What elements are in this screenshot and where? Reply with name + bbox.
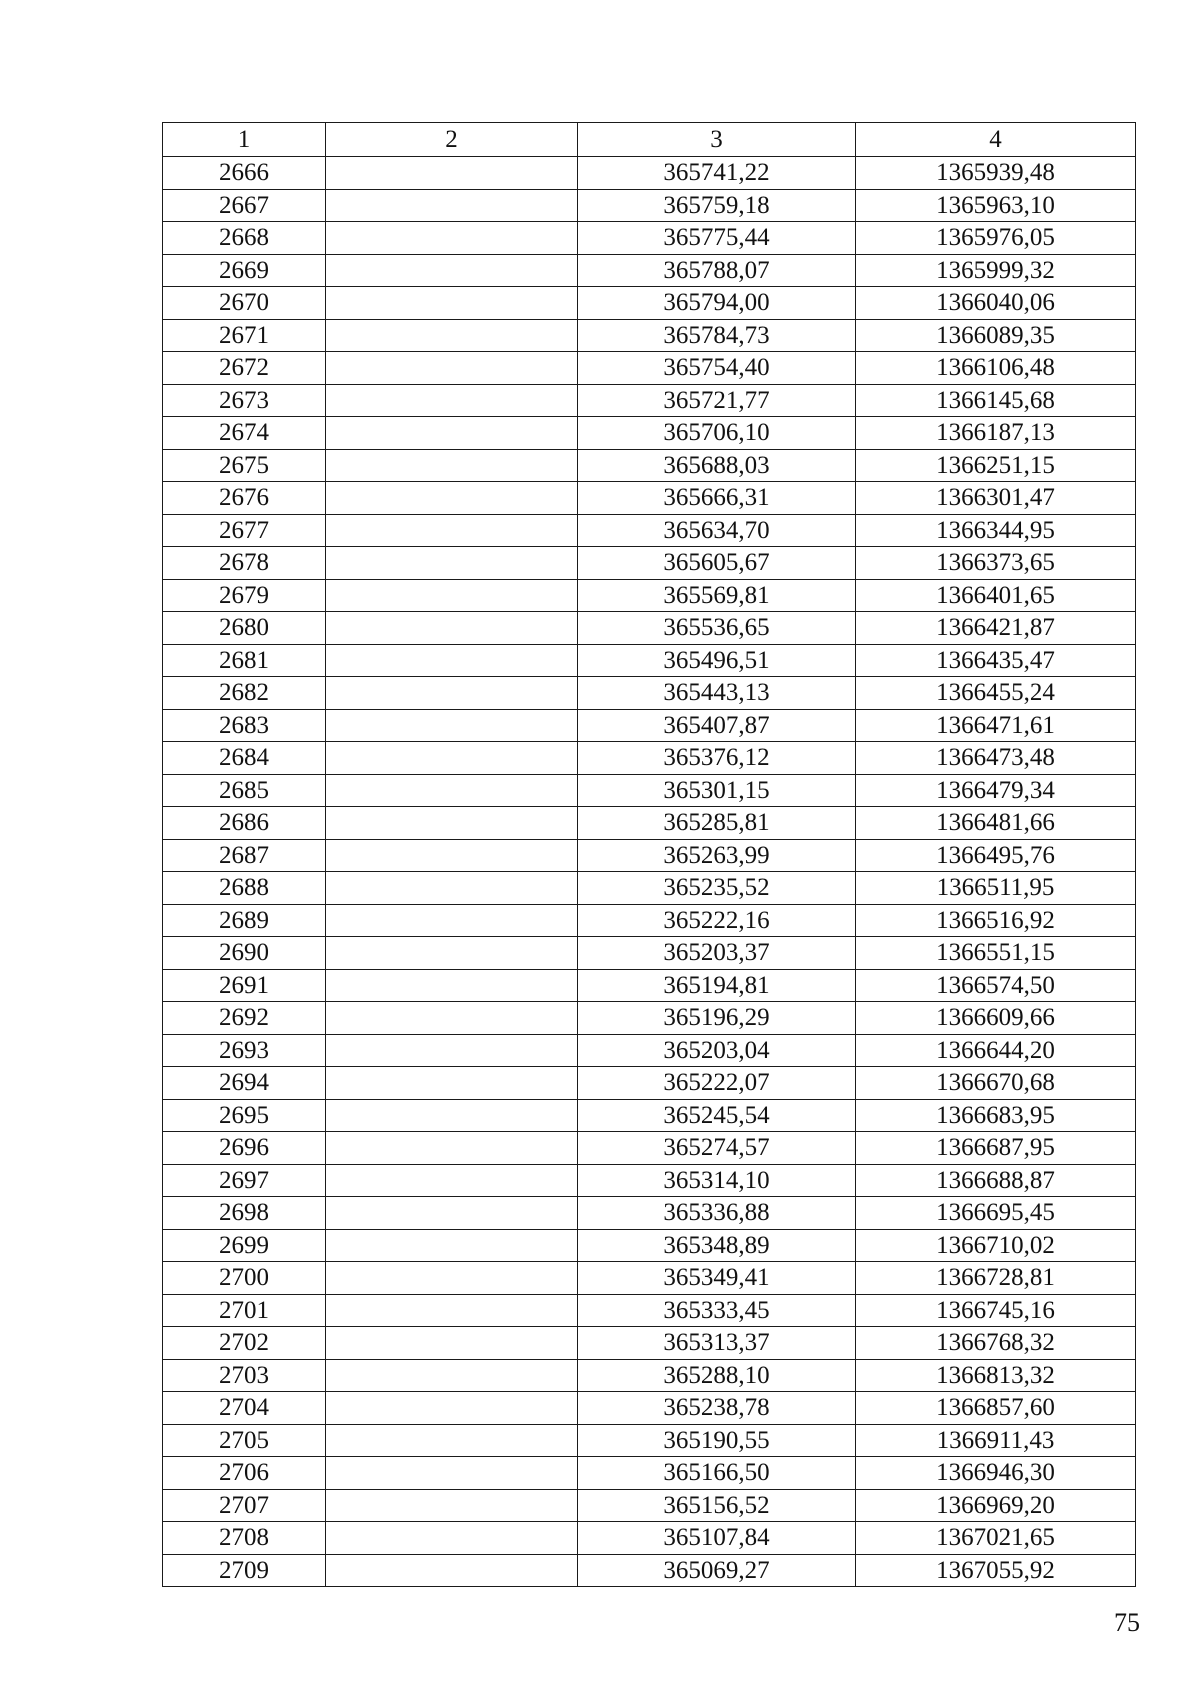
table-row	[163, 1554, 1136, 1587]
table-row	[163, 612, 1136, 645]
description-cell	[326, 1229, 578, 1262]
point-number-cell: 2676	[163, 482, 326, 515]
description-cell	[326, 319, 578, 352]
description-cell	[326, 1554, 578, 1587]
point-number-cell: 2675	[163, 449, 326, 482]
table-row	[163, 514, 1136, 547]
point-number-cell: 2685	[163, 774, 326, 807]
y-coordinate-cell: 1366301,47	[856, 482, 1136, 515]
y-coordinate-cell: 1366516,92	[856, 904, 1136, 937]
table-row	[163, 969, 1136, 1002]
description-cell	[326, 644, 578, 677]
table-row	[163, 1067, 1136, 1100]
description-cell	[326, 1522, 578, 1555]
x-coordinate-cell: 365666,31	[578, 482, 856, 515]
y-coordinate-cell: 1366401,65	[856, 579, 1136, 612]
table-row	[163, 807, 1136, 840]
table-row	[163, 384, 1136, 417]
y-coordinate-cell: 1366710,02	[856, 1229, 1136, 1262]
point-number-cell: 2682	[163, 677, 326, 710]
x-coordinate-cell: 365407,87	[578, 709, 856, 742]
description-cell	[326, 189, 578, 222]
point-number-cell: 2679	[163, 579, 326, 612]
y-coordinate-cell: 1366644,20	[856, 1034, 1136, 1067]
y-coordinate-cell: 1366511,95	[856, 872, 1136, 905]
table-row	[163, 189, 1136, 222]
description-cell	[326, 417, 578, 450]
y-coordinate-cell: 1366455,24	[856, 677, 1136, 710]
x-coordinate-cell: 365333,45	[578, 1294, 856, 1327]
table-header-row	[163, 123, 1136, 157]
table-row	[163, 1099, 1136, 1132]
y-coordinate-cell: 1366969,20	[856, 1489, 1136, 1522]
description-cell	[326, 742, 578, 775]
description-cell	[326, 1489, 578, 1522]
y-coordinate-cell: 1366551,15	[856, 937, 1136, 970]
description-cell	[326, 1099, 578, 1132]
point-number-cell: 2695	[163, 1099, 326, 1132]
description-cell	[326, 872, 578, 905]
x-coordinate-cell: 365336,88	[578, 1197, 856, 1230]
description-cell	[326, 839, 578, 872]
description-cell	[326, 904, 578, 937]
point-number-cell: 2670	[163, 287, 326, 320]
table-body	[163, 157, 1136, 1587]
x-coordinate-cell: 365688,03	[578, 449, 856, 482]
point-number-cell: 2683	[163, 709, 326, 742]
x-coordinate-cell: 365348,89	[578, 1229, 856, 1262]
y-coordinate-cell: 1366813,32	[856, 1359, 1136, 1392]
y-coordinate-cell: 1366688,87	[856, 1164, 1136, 1197]
table-row	[163, 1229, 1136, 1262]
x-coordinate-cell: 365706,10	[578, 417, 856, 450]
table-row	[163, 1359, 1136, 1392]
table-row	[163, 872, 1136, 905]
description-cell	[326, 969, 578, 1002]
table-row	[163, 644, 1136, 677]
table-row	[163, 352, 1136, 385]
y-coordinate-cell: 1366373,65	[856, 547, 1136, 580]
x-coordinate-cell: 365222,07	[578, 1067, 856, 1100]
x-coordinate-cell: 365203,37	[578, 937, 856, 970]
y-coordinate-cell: 1366471,61	[856, 709, 1136, 742]
y-coordinate-cell: 1366106,48	[856, 352, 1136, 385]
point-number-cell: 2671	[163, 319, 326, 352]
y-coordinate-cell: 1366481,66	[856, 807, 1136, 840]
description-cell	[326, 1132, 578, 1165]
y-coordinate-cell: 1367055,92	[856, 1554, 1136, 1587]
point-number-cell: 2705	[163, 1424, 326, 1457]
table-row	[163, 222, 1136, 255]
table-row	[163, 1262, 1136, 1295]
point-number-cell: 2707	[163, 1489, 326, 1522]
x-coordinate-cell: 365166,50	[578, 1457, 856, 1490]
x-coordinate-cell: 365235,52	[578, 872, 856, 905]
point-number-cell: 2686	[163, 807, 326, 840]
description-cell	[326, 579, 578, 612]
x-coordinate-cell: 365775,44	[578, 222, 856, 255]
description-cell	[326, 709, 578, 742]
table-row	[163, 1489, 1136, 1522]
x-coordinate-cell: 365634,70	[578, 514, 856, 547]
y-coordinate-cell: 1366187,13	[856, 417, 1136, 450]
point-number-cell: 2694	[163, 1067, 326, 1100]
x-coordinate-cell: 365754,40	[578, 352, 856, 385]
description-cell	[326, 1197, 578, 1230]
point-number-cell: 2668	[163, 222, 326, 255]
description-cell	[326, 937, 578, 970]
point-number-cell: 2697	[163, 1164, 326, 1197]
table-row	[163, 319, 1136, 352]
point-number-cell: 2706	[163, 1457, 326, 1490]
table-row	[163, 157, 1136, 190]
description-cell	[326, 1424, 578, 1457]
y-coordinate-cell: 1366670,68	[856, 1067, 1136, 1100]
y-coordinate-cell: 1366479,34	[856, 774, 1136, 807]
y-coordinate-cell: 1366695,45	[856, 1197, 1136, 1230]
table-row	[163, 1522, 1136, 1555]
x-coordinate-cell: 365605,67	[578, 547, 856, 580]
y-coordinate-cell: 1366911,43	[856, 1424, 1136, 1457]
y-coordinate-cell: 1366687,95	[856, 1132, 1136, 1165]
column-header-2: 2	[326, 123, 578, 157]
y-coordinate-cell: 1366089,35	[856, 319, 1136, 352]
x-coordinate-cell: 365190,55	[578, 1424, 856, 1457]
description-cell	[326, 384, 578, 417]
x-coordinate-cell: 365741,22	[578, 157, 856, 190]
x-coordinate-cell: 365288,10	[578, 1359, 856, 1392]
y-coordinate-cell: 1366683,95	[856, 1099, 1136, 1132]
x-coordinate-cell: 365238,78	[578, 1392, 856, 1425]
y-coordinate-cell: 1366946,30	[856, 1457, 1136, 1490]
point-number-cell: 2681	[163, 644, 326, 677]
x-coordinate-cell: 365721,77	[578, 384, 856, 417]
table-row	[163, 579, 1136, 612]
point-number-cell: 2688	[163, 872, 326, 905]
y-coordinate-cell: 1366251,15	[856, 449, 1136, 482]
table-row	[163, 904, 1136, 937]
y-coordinate-cell: 1365939,48	[856, 157, 1136, 190]
x-coordinate-cell: 365569,81	[578, 579, 856, 612]
y-coordinate-cell: 1366421,87	[856, 612, 1136, 645]
x-coordinate-cell: 365496,51	[578, 644, 856, 677]
column-header-4: 4	[856, 123, 1136, 157]
point-number-cell: 2700	[163, 1262, 326, 1295]
description-cell	[326, 1067, 578, 1100]
y-coordinate-cell: 1366574,50	[856, 969, 1136, 1002]
description-cell	[326, 547, 578, 580]
point-number-cell: 2693	[163, 1034, 326, 1067]
description-cell	[326, 287, 578, 320]
point-number-cell: 2680	[163, 612, 326, 645]
point-number-cell: 2698	[163, 1197, 326, 1230]
table-row	[163, 449, 1136, 482]
point-number-cell: 2702	[163, 1327, 326, 1360]
point-number-cell: 2708	[163, 1522, 326, 1555]
x-coordinate-cell: 365245,54	[578, 1099, 856, 1132]
x-coordinate-cell: 365788,07	[578, 254, 856, 287]
x-coordinate-cell: 365794,00	[578, 287, 856, 320]
y-coordinate-cell: 1365976,05	[856, 222, 1136, 255]
point-number-cell: 2684	[163, 742, 326, 775]
x-coordinate-cell: 365285,81	[578, 807, 856, 840]
y-coordinate-cell: 1366495,76	[856, 839, 1136, 872]
table-row	[163, 774, 1136, 807]
x-coordinate-cell: 365784,73	[578, 319, 856, 352]
x-coordinate-cell: 365203,04	[578, 1034, 856, 1067]
description-cell	[326, 222, 578, 255]
table-row	[163, 839, 1136, 872]
point-number-cell: 2690	[163, 937, 326, 970]
page-number: 75	[1114, 1608, 1140, 1637]
column-header-1: 1	[163, 123, 326, 157]
description-cell	[326, 1294, 578, 1327]
point-number-cell: 2673	[163, 384, 326, 417]
y-coordinate-cell: 1366609,66	[856, 1002, 1136, 1035]
table-row	[163, 1327, 1136, 1360]
table-row	[163, 1132, 1136, 1165]
description-cell	[326, 677, 578, 710]
y-coordinate-cell: 1366344,95	[856, 514, 1136, 547]
description-cell	[326, 1327, 578, 1360]
point-number-cell: 2672	[163, 352, 326, 385]
y-coordinate-cell: 1366768,32	[856, 1327, 1136, 1360]
description-cell	[326, 352, 578, 385]
table-row	[163, 742, 1136, 775]
description-cell	[326, 514, 578, 547]
point-number-cell: 2703	[163, 1359, 326, 1392]
point-number-cell: 2699	[163, 1229, 326, 1262]
description-cell	[326, 807, 578, 840]
table-row	[163, 937, 1136, 970]
y-coordinate-cell: 1367021,65	[856, 1522, 1136, 1555]
table-row	[163, 417, 1136, 450]
table-row	[163, 1002, 1136, 1035]
x-coordinate-cell: 365274,57	[578, 1132, 856, 1165]
point-number-cell: 2704	[163, 1392, 326, 1425]
description-cell	[326, 1034, 578, 1067]
point-number-cell: 2696	[163, 1132, 326, 1165]
table-row	[163, 709, 1136, 742]
x-coordinate-cell: 365313,37	[578, 1327, 856, 1360]
column-header-3: 3	[578, 123, 856, 157]
x-coordinate-cell: 365222,16	[578, 904, 856, 937]
description-cell	[326, 1457, 578, 1490]
x-coordinate-cell: 365069,27	[578, 1554, 856, 1587]
point-number-cell: 2691	[163, 969, 326, 1002]
description-cell	[326, 1359, 578, 1392]
table-row	[163, 1392, 1136, 1425]
y-coordinate-cell: 1366728,81	[856, 1262, 1136, 1295]
table-row	[163, 1457, 1136, 1490]
point-number-cell: 2669	[163, 254, 326, 287]
point-number-cell: 2674	[163, 417, 326, 450]
y-coordinate-cell: 1366857,60	[856, 1392, 1136, 1425]
y-coordinate-cell: 1366745,16	[856, 1294, 1136, 1327]
table-row	[163, 1034, 1136, 1067]
y-coordinate-cell: 1366435,47	[856, 644, 1136, 677]
table-row	[163, 1424, 1136, 1457]
x-coordinate-cell: 365376,12	[578, 742, 856, 775]
point-number-cell: 2692	[163, 1002, 326, 1035]
point-number-cell: 2667	[163, 189, 326, 222]
x-coordinate-cell: 365263,99	[578, 839, 856, 872]
table-row	[163, 482, 1136, 515]
table-row	[163, 547, 1136, 580]
x-coordinate-cell: 365196,29	[578, 1002, 856, 1035]
x-coordinate-cell: 365301,15	[578, 774, 856, 807]
x-coordinate-cell: 365536,65	[578, 612, 856, 645]
description-cell	[326, 482, 578, 515]
description-cell	[326, 1164, 578, 1197]
point-number-cell: 2689	[163, 904, 326, 937]
table-row	[163, 287, 1136, 320]
x-coordinate-cell: 365349,41	[578, 1262, 856, 1295]
description-cell	[326, 1392, 578, 1425]
y-coordinate-cell: 1365999,32	[856, 254, 1136, 287]
description-cell	[326, 1262, 578, 1295]
table-row	[163, 1164, 1136, 1197]
description-cell	[326, 612, 578, 645]
point-number-cell: 2701	[163, 1294, 326, 1327]
description-cell	[326, 449, 578, 482]
table-row	[163, 1197, 1136, 1230]
point-number-cell: 2678	[163, 547, 326, 580]
y-coordinate-cell: 1365963,10	[856, 189, 1136, 222]
table-row	[163, 254, 1136, 287]
table-row	[163, 1294, 1136, 1327]
x-coordinate-cell: 365194,81	[578, 969, 856, 1002]
point-number-cell: 2677	[163, 514, 326, 547]
description-cell	[326, 774, 578, 807]
x-coordinate-cell: 365156,52	[578, 1489, 856, 1522]
y-coordinate-cell: 1366145,68	[856, 384, 1136, 417]
x-coordinate-cell: 365443,13	[578, 677, 856, 710]
point-number-cell: 2709	[163, 1554, 326, 1587]
point-number-cell: 2687	[163, 839, 326, 872]
description-cell	[326, 1002, 578, 1035]
description-cell	[326, 157, 578, 190]
point-number-cell: 2666	[163, 157, 326, 190]
x-coordinate-cell: 365314,10	[578, 1164, 856, 1197]
coordinates-table	[162, 122, 1136, 1587]
y-coordinate-cell: 1366473,48	[856, 742, 1136, 775]
x-coordinate-cell: 365107,84	[578, 1522, 856, 1555]
x-coordinate-cell: 365759,18	[578, 189, 856, 222]
y-coordinate-cell: 1366040,06	[856, 287, 1136, 320]
description-cell	[326, 254, 578, 287]
table-row	[163, 677, 1136, 710]
